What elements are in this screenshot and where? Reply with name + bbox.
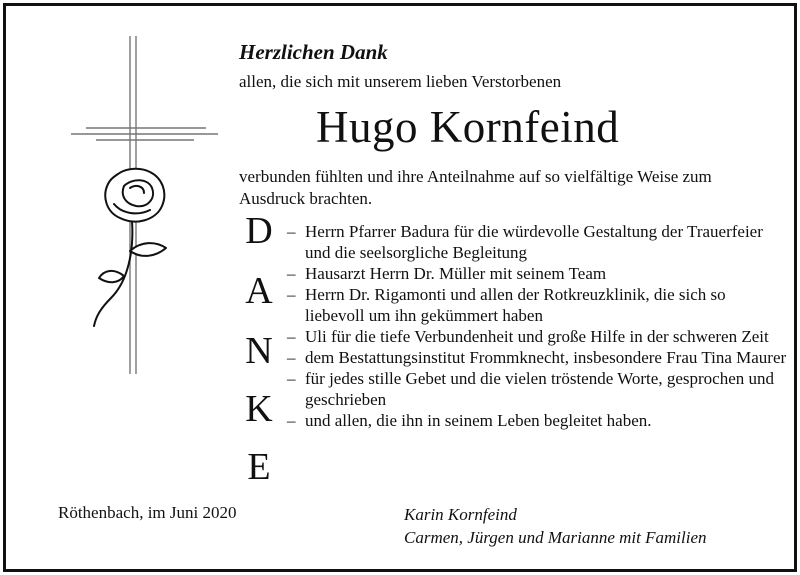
list-item: [287, 326, 787, 347]
list-item: [287, 221, 787, 263]
cross-with-rose-icon: [66, 36, 226, 381]
danke-letter-k: K: [245, 388, 273, 430]
list-item: [287, 263, 787, 284]
dash: –: [287, 222, 296, 241]
list-item-text: Herrn Pfarrer Badura für die würdevolle Gestaltung der Trauerfeier und die seelsorgliche Begleitung: [305, 222, 763, 262]
list-item-text: Herrn Dr. Rigamonti und allen der Rotkreuzklinik, die sich so liebevoll um ihn gekümmert haben: [305, 285, 726, 325]
list-item-text: Hausarzt Herrn Dr. Müller mit seinem Team: [305, 264, 607, 283]
heading-thanks: Herzlichen Dank: [239, 40, 388, 64]
list-item: [287, 347, 787, 368]
list-item: [287, 284, 787, 326]
list-item-text: für jedes stille Gebet und die vielen tröstende Worte, gesprochen und geschrieben: [305, 369, 774, 409]
signature: [404, 503, 707, 549]
list-item-text: dem Bestattungsinstitut Frommknecht, insbesondere Frau Tina Maurer: [305, 348, 787, 367]
danke-letter-e: E: [247, 446, 271, 488]
list-item-text: und allen, die ihn in seinem Leben begleitet haben.: [305, 411, 652, 430]
dash: –: [287, 327, 296, 346]
dash: –: [287, 369, 296, 388]
obituary-card: [3, 3, 797, 572]
intro-text: allen, die sich mit unserem lieben Verstorbenen: [239, 72, 562, 91]
place-date: Röthenbach, im Juni 2020: [58, 503, 237, 522]
dash: –: [287, 264, 296, 283]
danke-letter-a: A: [245, 270, 273, 312]
deceased-name: Hugo Kornfeind: [316, 102, 620, 152]
signature-line-1: Karin Kornfeind: [404, 505, 517, 524]
signature-line-2: Carmen, Jürgen und Marianne mit Familien: [404, 528, 707, 547]
thanks-list: [287, 221, 787, 431]
dash: –: [287, 411, 296, 430]
connected-text: verbunden fühlten und ihre Anteilnahme auf so vielfältige Weise zum Ausdruck brachten.: [239, 167, 712, 208]
dash: –: [287, 285, 296, 304]
danke-letter-d: D: [245, 210, 273, 252]
list-item-text: Uli für die tiefe Verbundenheit und große Hilfe in der schweren Zeit: [305, 327, 769, 346]
dash: –: [287, 348, 296, 367]
list-item: [287, 410, 787, 431]
list-item: [287, 368, 787, 410]
danke-letter-n: N: [245, 330, 273, 372]
